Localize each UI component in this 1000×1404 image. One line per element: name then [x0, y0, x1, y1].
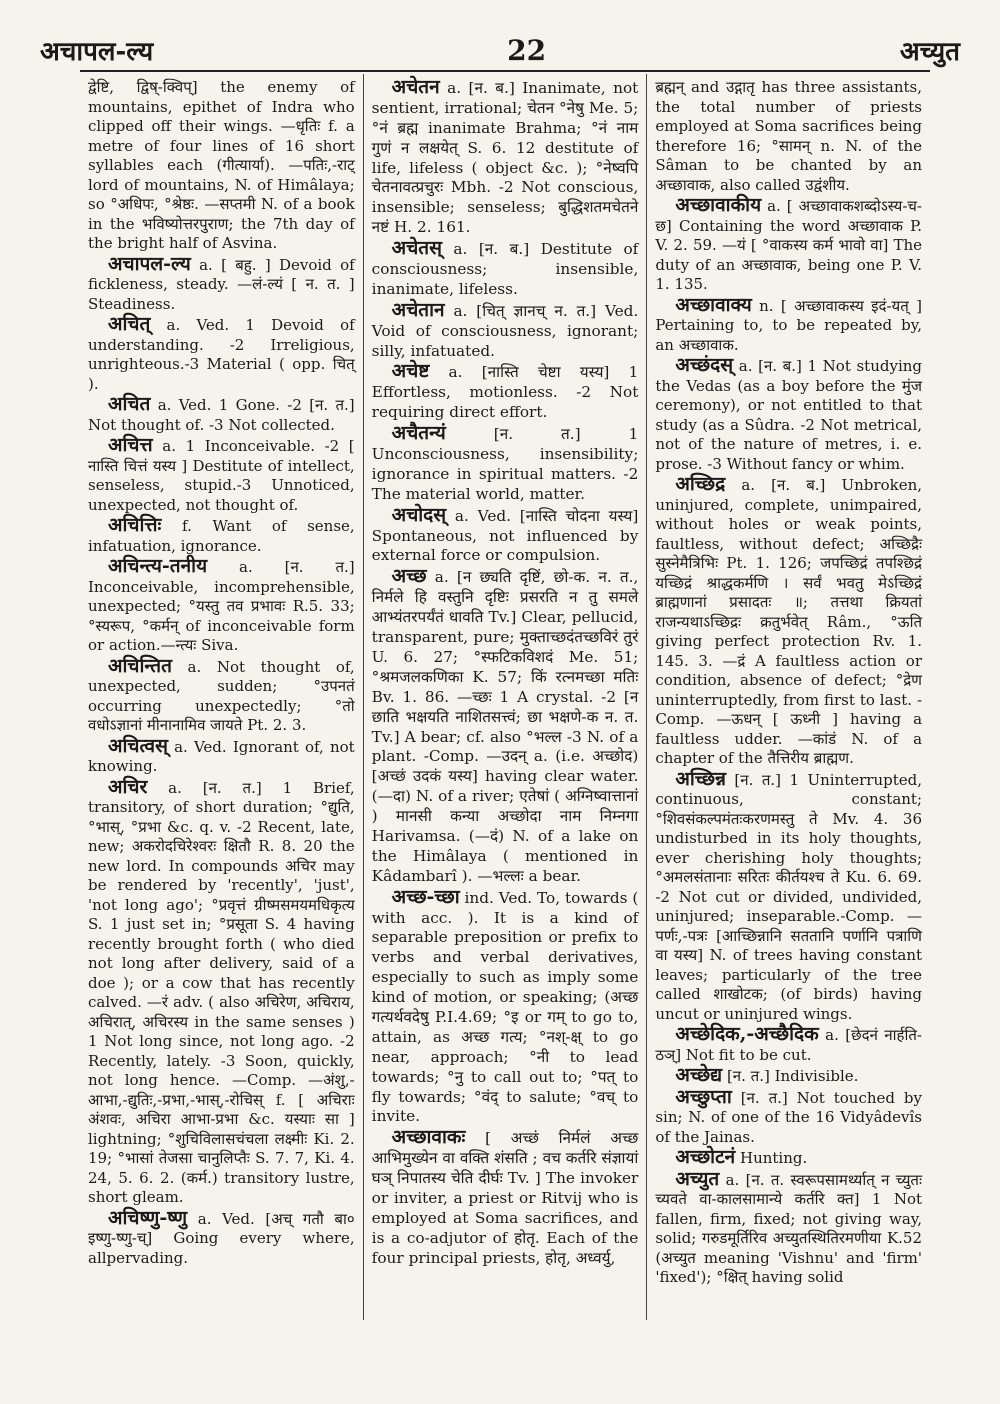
dictionary-entry	[372, 424, 639, 505]
dictionary-entry	[655, 356, 922, 474]
entry-headword: अच्छुप्ता	[675, 1085, 732, 1108]
entry-headword: अचोदस्	[391, 503, 447, 526]
dictionary-entry	[655, 1025, 922, 1065]
entry-definition: a. [न. ब.] 1 Not studying the Vedas (as a boy before the मुंज ceremony), or not entitled to that study (as a Sûdra. -2 Not metrical, not of the nature of metres, i. e. prose. -3 Without fancy or whim.	[655, 357, 923, 473]
entry-definition: a. Ved. Ignorant of, not knowing.	[88, 737, 355, 775]
page-header	[40, 30, 960, 70]
entry-definition: a. [न. त.] 1 Brief, transitory, of short duration; °द्युति, °भास्, °प्रभा &c. q. v. -2 Recent, late, new; अकरोदचिरेश्वरः क्षितौ R. 8. 20 the new lord. In compounds अचिर may be rendered by 'recently', 'just', 'not long ago'; °प्रवृत्तं ग्रीष्मसमयमधिकृत्य S. 1 just set in; °प्रसूता S. 4 having recently brought forth ( who died not long after delivery, said of a doe ); or a cow that has recently calved. —रं adv. ( also अचिरेण, अचिराय, अचिरात्, अचिरस्य in the same senses ) 1 Not long since, not long ago. -2 Recently, lately. -3 Soon, quickly, not long hence. —Comp. —अंशु,-आभा,-द्युतिः,-प्रभा,-भास्,-रोचिस् f. [ अचिराः अंशवः, अचिरा आभा-प्रभा &c. यस्याः सा ] lightning; °शुचिविलासचंचला लक्ष्मीः Ki. 2. 19; °भासां तेजसा चानुलिप्तैः S. 7. 7, Ki. 4. 24, 5. 6. 2. (कर्म.) transitory lustre, short gleam.	[88, 778, 355, 1206]
entry-headword: अचापल-ल्य	[108, 252, 191, 275]
dictionary-entry	[372, 362, 639, 423]
entry-headword: अचिष्णु-ष्णु	[108, 1206, 188, 1229]
dictionary-entry	[655, 475, 922, 769]
entry-definition: a. [ बहु. ] Devoid of fickleness, steady. —लं-ल्यं [ न. त. ] Steadiness.	[88, 255, 355, 313]
entry-headword: अचेतस्	[391, 237, 442, 260]
dictionary-entry	[371, 503, 639, 567]
entry-definition: n. [ अच्छावाकस्य इदं-यत् ] Pertaining to, to be repeated by, an अच्छावाक.	[655, 296, 923, 354]
dictionary-entry	[88, 775, 355, 1208]
entry-headword: अच्छावाकः	[391, 1126, 466, 1149]
entry-headword: अच्छावाक्य	[675, 293, 752, 316]
dictionary-entry	[655, 293, 923, 356]
entry-headword: अच्छेदिक,-अच्छैदिक	[675, 1023, 819, 1045]
dictionary-entry	[88, 516, 355, 556]
entry-headword: अचित्	[108, 313, 151, 335]
entry-headword: अचेतान	[391, 298, 445, 321]
entry-definition: [ अच्छं निर्मलं अच्छ आभिमुख्येन वा वक्ति शंसति ; वच कर्तरि संज्ञायां घञ् निपातस्य चेति दीर्घः Tv. ] The invoker or inviter, a priest or Ritvij who is employed at Soma sacrifices, and is a co-adjutor of होतृ. Each of the four principal priests, होतृ, अध्वर्यु,	[371, 1129, 639, 1267]
entry-headword: अचेतन	[391, 76, 440, 98]
entry-definition: f. Want of sense, infatuation, ignorance.	[88, 517, 355, 555]
dictionary-entry	[655, 1148, 922, 1169]
entry-definition: a. [चित् ज्ञानच् न. त.] Ved. Void of consciousness, ignorant; silly, infatuated.	[371, 301, 639, 360]
entry-headword: अच्छंदस्	[675, 354, 734, 376]
dictionary-entry	[88, 557, 355, 656]
entry-headword: अचेष्ट	[391, 360, 430, 383]
entry-definition: [न. त.] Not touched by sin; N. of one of the 16 Vidyâdevîs of the Jainas.	[655, 1088, 923, 1146]
entry-definition: a. 1 Inconceivable. -2 [ नास्ति चित्तं यस्य ] Destitute of intellect, senseless, stupid.-3 Unnoticed, unexpected, not thought of.	[88, 437, 355, 514]
entry-headword: अचित्त	[108, 434, 153, 456]
entry-headword: अच्छेद्य	[675, 1064, 723, 1086]
entry-definition: ब्रह्मन् and उद्गातृ has three assistants, the total number of priests employed at Soma sacrifices being therefore 16; °सामन् n. N. of the Sâman to be chanted by an अच्छावाक, also called उद्वंशीय.	[655, 78, 923, 194]
entry-headword: अच्छिद्र	[675, 473, 726, 495]
entry-definition: द्वेष्टि, द्विष्-क्विप्] the enemy of mountains, epithet of Indra who clipped off their wings. —धृतिः f. a metre of four lines of 16 short syllables each (गीत्यार्या). —पतिः,-राट् lord of mountains, N. of Himâlaya; so °अधिपः, °श्रेष्ठः. —सप्तमी N. of a book in the भविष्योत्तरपुराण; the 7th day of the bright half of Asvina.	[88, 78, 355, 252]
dictionary-entry	[655, 1085, 923, 1148]
entry-continuation	[88, 78, 355, 254]
entry-continuation	[655, 78, 922, 195]
entry-definition: a. Not thought of, unexpected, sudden; °उपनतं occurring unexpectedly; °तो वधोऽज्ञानां मीनानामिव जायते Pt. 2. 3.	[88, 657, 355, 734]
entry-definition: a. Ved. 1 Gone. -2 [न. त.] Not thought of. -3 Not collected.	[88, 396, 355, 434]
entry-definition: a. [ अच्छावाकशब्दोऽस्य-च-छ] Containing the word अच्छावाक P. V. 2. 59. —यं [ °वाकस्य कर्म भावो वा] The duty of an अच्छावाक, being one P. V. 1. 135.	[655, 197, 923, 293]
entry-definition: a. Ved. [अच् गतौ बा० इष्णु-ष्णु-च्] Going every where, allpervading.	[88, 1209, 355, 1267]
dictionary-entry	[372, 1128, 639, 1268]
entry-definition: [न. त.] Indivisible.	[726, 1067, 859, 1085]
dictionary-entry	[655, 196, 922, 295]
right-running-headword: अच्युत	[899, 37, 960, 67]
entry-headword: अचित	[108, 393, 151, 415]
entry-definition: a. [न. ब.] Inanimate, not sentient, irrational; चेतन °नेषु Me. 5; °नं ब्रह्म inanimate Brahma; °नं नाम गुणं न लक्षयेत् S. 6. 12 destitute of life, lifeless ( object &c. ); °नेष्वपि चेतनावत्प्रचुरः Mbh. -2 Not conscious, insensible; senseless; बुद्धिशतमचेतने नष्टं H. 2. 161.	[371, 79, 639, 237]
entry-headword: अच्छोटनं	[675, 1146, 736, 1168]
entry-definition: a. [न छ्यति दृष्टिं, छो-क. न. त., निर्मले हि वस्तुनि दृष्टिः प्रसरति न तु समले आभ्यंतरपर्यंतं धावति Tv.] Clear, pellucid, transparent, pure; मुक्ताच्छदंतच्छविरं तुरं U. 6. 27; °स्फटिकविशदं Me. 51; °श्रमजलकणिका K. 57; किं रत्नमच्छा मतिः Bv. 1. 86. —च्छः 1 A crystal. -2 [न छाति भक्षयति नाशितसत्त्वं; छा भक्षणे-क न. त. Tv.] A bear; cf. also °भल्ल -3 N. of a plant. -Comp. —उदन् a. (i.e. अच्छोद) [अच्छं उदकं यस्य] having clear water. (—दा) N. of a river; एतेषां ( अग्निष्वात्तानां ) मानसी कन्या अच्छोदा नाम निम्नगा Harivamsa. (—दं) N. of a lake on the Himâlaya ( mentioned in Kâdambarî ). —भल्लः a bear.	[371, 568, 639, 885]
entry-headword: अचैतन्यं	[391, 422, 446, 445]
dictionary-entry	[372, 239, 639, 300]
dictionary-entry	[371, 885, 639, 1128]
dictionary-columns	[80, 74, 930, 1320]
dictionary-entry	[371, 298, 639, 362]
dictionary-entry	[655, 1167, 923, 1288]
dictionary-entry	[88, 734, 355, 777]
entry-headword: अच्छावाकीय	[675, 194, 762, 216]
entry-definition: Hunting.	[740, 1149, 808, 1167]
entry-headword: अचित्तिः	[108, 514, 162, 536]
page-number: 22	[507, 33, 547, 67]
column-2	[363, 74, 647, 1320]
column-1	[80, 74, 363, 1320]
header-rule	[80, 70, 930, 72]
entry-headword: अच्युत	[675, 1167, 720, 1190]
entry-definition: a. [छेदनं नार्हति-ठञ्] Not fit to be cut.	[655, 1026, 922, 1064]
entry-headword: अच्छिन्न	[675, 767, 726, 790]
entry-headword: अचिर	[108, 775, 148, 798]
dictionary-entry	[372, 78, 639, 238]
left-running-headword: अचापल-ल्य	[40, 37, 154, 67]
entry-headword: अच्छ	[391, 565, 427, 588]
entry-headword: अचिन्त्य-तनीय	[108, 555, 208, 577]
entry-headword: अचित्वस्	[108, 734, 168, 757]
entry-definition: a. [न. ब.] Destitute of consciousness; insensible, inanimate, lifeless.	[371, 240, 639, 298]
entry-definition: ind. Ved. To, towards ( with acc. ). It is a kind of separable preposition or prefix to verbs and verbal derivatives, especially to such as imply some kind of motion, or speaking; (अच्छ गत्यर्थवदेषु P.I.4.69; °इ or गम् to go to, attain, as अच्छ गत्य; °नश्-क्ष् to go near, approach; °नी to lead towards; °नु to call out to; °पत् to fly towards; °वंद् to salute; °वच् to invite.	[371, 888, 639, 1126]
dictionary-entry	[88, 1206, 355, 1269]
dictionary-entry	[372, 567, 639, 886]
dictionary-entry	[88, 654, 355, 736]
dictionary-entry	[655, 767, 923, 1025]
entry-definition: [न. त.] 1 Unconsciousness, insensibility; ignorance in spiritual matters. -2 The material world, matter.	[371, 425, 639, 503]
dictionary-entry	[88, 315, 355, 394]
column-3	[646, 74, 930, 1320]
entry-definition: a. [न. त. स्वरूपसामर्थ्यात् न च्युतः च्यवते वा-कालसामान्ये कर्तरि क्त] 1 Not fallen, firm, fixed; not giving way, solid; गरुडमूर्तिरिव अच्युतस्थितिरमणीया K.52 (अच्युत meaning 'Vishnu' and 'firm' 'fixed'); °क्षित् having solid	[655, 1170, 923, 1286]
entry-headword: अच्छ-च्छा	[391, 885, 460, 908]
dictionary-entry	[655, 1066, 922, 1087]
dictionary-entry	[88, 395, 355, 435]
entry-definition: a. [न. त.] Inconceivable, incomprehensible, unexpected; °यस्तु तव प्रभावः R.5. 33; °स्यरूप, °कर्मन् of inconceivable form or action.—न्त्यः Siva.	[88, 558, 355, 654]
dictionary-entry	[88, 252, 355, 315]
dictionary-entry	[88, 436, 355, 515]
entry-definition: a. [न. ब.] Unbroken, uninjured, complete, unimpaired, without holes or weak points, faultless, without defect; अच्छिद्रैः सुस्नेमैत्रिभिः Pt. 1. 126; जपच्छिद्रं तपश्छिद्रं यच्छिद्रं श्राद्धकर्मणि । सर्वं भवतु मेऽच्छिद्रं ब्राह्मणानां प्रसादतः ॥; तत्तथा क्रियतां राजन्यथाऽच्छिद्रः क्रतुर्भवेत् Râm., °ऊति giving perfect protection Rv. 1. 145. 3. —द्रं A faultless action or condition, absence of defect; °द्रेण uninterruptedly, from first to last. -Comp. —ऊधन् [ ऊध्नी ] having a faultless udder. —कांडं N. of a chapter of the तैत्तिरीय ब्राह्मण.	[655, 476, 923, 767]
entry-headword: अचिन्तित	[108, 654, 172, 677]
entry-definition: a. Ved. [नास्ति चोदना यस्य] Spontaneous, not influenced by external force or compulsion.	[371, 506, 639, 565]
entry-definition: a. [नास्ति चेष्टा यस्य] 1 Effortless, motionless. -2 Not requiring direct effort.	[371, 363, 639, 422]
entry-definition: a. Ved. 1 Devoid of understanding. -2 Irreligious, unrighteous.-3 Material ( opp. चित् ).	[88, 316, 355, 393]
entry-definition: [न. त.] 1 Uninterrupted, continuous, constant; °शिवसंकल्पमंतःकरणमस्तु ते Mv. 4. 36 undisturbed in its holy thoughts, ever cherishing holy thoughts; °अमलसंतानाः सरितः कीर्तयश्च ते Ku. 6. 69. -2 Not cut or divided, undivided, uninjured; inseparable.-Comp. —पर्णः,-पत्रः [आच्छिन्नानि सततानि पर्णानि पत्राणि वा यस्य] N. of trees having constant leaves; particularly of the tree called शाखोटक; (of birds) having uncut or uninjured wings.	[655, 770, 923, 1023]
